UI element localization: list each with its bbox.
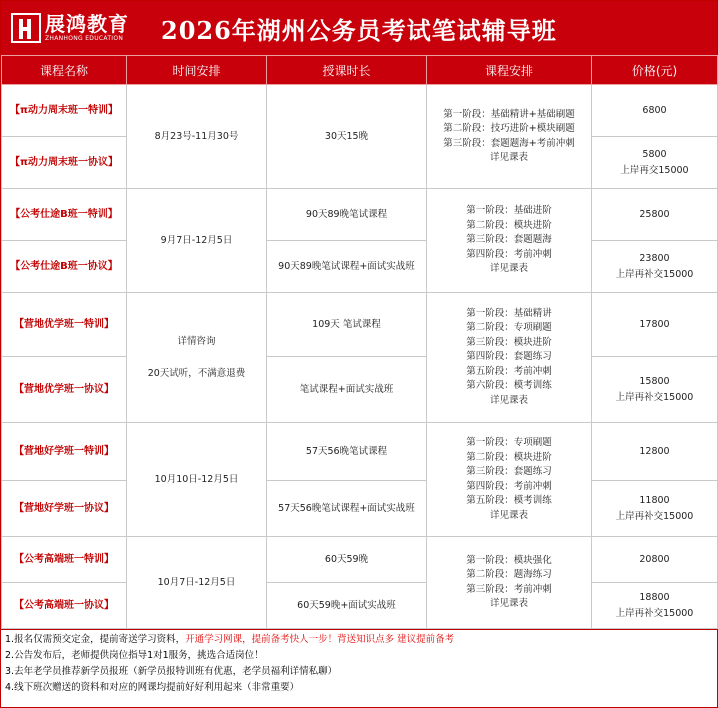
schedule-cell [427, 423, 592, 537]
column-header-duration: 授课时长 [267, 56, 427, 85]
time-text: 详情咨询 20天试听，不满意退费 [147, 335, 246, 379]
table-row [2, 481, 718, 537]
duration-cell: 30天15晚 [267, 85, 427, 189]
course-name: 【公考高端班一协议】 [2, 583, 127, 629]
course-name: 【π动力周末班一协议】 [2, 137, 127, 189]
course-name: 【公考仕途B班一特训】 [2, 189, 127, 241]
table-row [2, 357, 718, 423]
duration-cell: 90天89晚笔试课程 [267, 189, 427, 241]
duration-cell: 90天89晚笔试课程+面试实战班 [267, 241, 427, 293]
header-bar [1, 1, 717, 55]
time-cell [127, 293, 267, 423]
column-header-course-name: 课程名称 [2, 56, 127, 85]
column-header-schedule: 课程安排 [427, 56, 592, 85]
price-cell: 17800 [592, 293, 718, 357]
schedule-text: 第一阶段：专项刷题 第二阶段：模块进阶 第三阶段：套题练习 第四阶段：考前冲刺 第五阶段：模考训练 详见课表 [466, 437, 552, 521]
duration-cell: 109天 笔试课程 [267, 293, 427, 357]
schedule-text: 第一阶段：基础精讲 第二阶段：专项刷题 第三阶段：模块进阶 第四阶段：套题练习 第五阶段：考前冲刺 第六阶段：模考训练 详见课表 [466, 307, 552, 406]
course-name: 【π动力周末班一特训】 [2, 85, 127, 137]
note-1-highlight: 开通学习网课，提前备考快人一步！背送知识点多 建议提前备考 [185, 634, 455, 645]
note-4: 4.线下班次赠送的资料和对应的网课均提前好好利用起来（非常重要） [5, 682, 300, 693]
table-row [2, 189, 718, 241]
table-row [2, 537, 718, 583]
course-table [1, 55, 718, 629]
price-cell [592, 357, 718, 423]
price-cell: 6800 [592, 85, 718, 137]
table-row [2, 293, 718, 357]
note-1-text: 1.报名仅需预交定金，提前寄送学习资料， [5, 634, 186, 645]
price-text: 5800 上岸再交15000 [620, 148, 689, 176]
time-cell: 8月23号-11月30号 [127, 85, 267, 189]
page-title: 2026年湖州公务员考试笔试辅导班 [161, 15, 557, 45]
time-cell: 9月7日-12月5日 [127, 189, 267, 293]
course-name: 【营地优学班一协议】 [2, 357, 127, 423]
duration-cell: 笔试课程+面试实战班 [267, 357, 427, 423]
duration-cell: 57天56晚笔试课程+面试实战班 [267, 481, 427, 537]
duration-cell: 60天59晚+面试实战班 [267, 583, 427, 629]
price-cell [592, 583, 718, 629]
price-text: 11800 上岸再补交15000 [615, 494, 694, 522]
brand-logo [11, 13, 139, 43]
time-cell: 10月7日-12月5日 [127, 537, 267, 629]
time-cell: 10月10日-12月5日 [127, 423, 267, 537]
logo-name-cn: 展鸿教育 [45, 12, 129, 36]
column-header-price: 价格(元) [592, 56, 718, 85]
price-cell: 25800 [592, 189, 718, 241]
price-cell: 20800 [592, 537, 718, 583]
column-header-time: 时间安排 [127, 56, 267, 85]
price-cell [592, 137, 718, 189]
note-1 [5, 632, 713, 648]
table-row [2, 583, 718, 629]
price-text: 18800 上岸再补交15000 [615, 591, 694, 619]
course-name: 【公考高端班一特训】 [2, 537, 127, 583]
duration-cell: 57天56晚笔试课程 [267, 423, 427, 481]
table-header-row [2, 56, 718, 85]
course-name: 【营地好学班一特训】 [2, 423, 127, 481]
course-name: 【公考仕途B班一协议】 [2, 241, 127, 293]
schedule-text: 第一阶段：基础精讲+基础刷题 第二阶段：技巧进阶+模块刷题 第三阶段：套题题海+考前冲刺 详见课表 [443, 108, 575, 163]
schedule-cell [427, 85, 592, 189]
table-row [2, 85, 718, 137]
schedule-text: 第一阶段：基础进阶 第二阶段：模块进阶 第三阶段：套题题海 第四阶段：考前冲刺 详见课表 [466, 205, 552, 275]
price-text: 23800 上岸再补交15000 [615, 252, 694, 280]
schedule-cell [427, 293, 592, 423]
schedule-text: 第一阶段：模块强化 第二阶段：题海练习 第三阶段：考前冲刺 详见课表 [466, 554, 552, 609]
duration-cell: 60天59晚 [267, 537, 427, 583]
schedule-cell [427, 537, 592, 629]
course-name: 【营地好学班一协议】 [2, 481, 127, 537]
price-text: 15800 上岸再补交15000 [615, 375, 694, 403]
table-row [2, 241, 718, 293]
logo-icon [11, 13, 41, 43]
logo-name-en: ZHANHONG EDUCATION [45, 35, 124, 42]
note-2: 2.公告发布后，老师提供岗位指导1对1服务，挑选合适岗位！ [5, 650, 264, 661]
table-row [2, 423, 718, 481]
schedule-cell [427, 189, 592, 293]
price-cell [592, 481, 718, 537]
price-cell [592, 241, 718, 293]
price-cell: 12800 [592, 423, 718, 481]
course-name: 【营地优学班一特训】 [2, 293, 127, 357]
notes-section [1, 629, 717, 698]
note-3: 3.去年老学员推荐新学员报班（新学员报特训班有优惠，老学员福利详情私聊） [5, 666, 338, 677]
